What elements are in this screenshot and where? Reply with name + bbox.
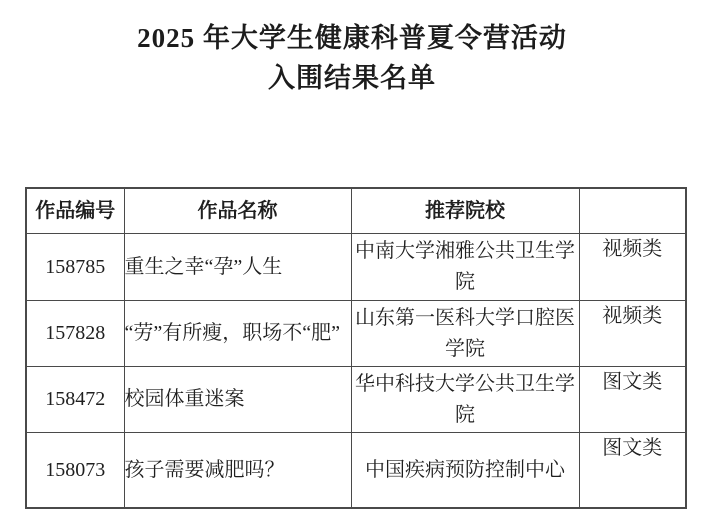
- table-row: [26, 367, 686, 433]
- work-school: 中国疾病预防控制中心: [351, 433, 579, 509]
- work-category: 视频类: [579, 234, 686, 301]
- header-category: [579, 188, 686, 234]
- work-id: 157828: [26, 301, 124, 367]
- work-id: 158472: [26, 367, 124, 433]
- table-row: [26, 301, 686, 367]
- work-name: 孩子需要减肥吗？: [124, 433, 351, 509]
- table-row: [26, 433, 686, 509]
- work-school: 华中科技大学公共卫生学院: [351, 367, 579, 433]
- table-header-row: [26, 188, 686, 234]
- results-table: [25, 187, 687, 509]
- header-work-name: 作品名称: [124, 188, 351, 234]
- table-row: [26, 234, 686, 301]
- work-category: 图文类: [579, 433, 686, 509]
- document-title: [0, 0, 704, 98]
- work-name: “劳”有所瘦，职场不“肥”: [124, 301, 351, 367]
- document-title-line-1: 2025 年大学生健康科普夏令营活动: [137, 23, 567, 53]
- work-id: 158073: [26, 433, 124, 509]
- work-category: 图文类: [579, 367, 686, 433]
- work-name: 重生之幸“孕”人生: [124, 234, 351, 301]
- work-name: 校园体重迷案: [124, 367, 351, 433]
- work-category: 视频类: [579, 301, 686, 367]
- work-school: 中南大学湘雅公共卫生学院: [351, 234, 579, 301]
- work-id: 158785: [26, 234, 124, 301]
- header-work-id: 作品编号: [26, 188, 124, 234]
- header-school: 推荐院校: [351, 188, 579, 234]
- document-title-line-2: 入围结果名单: [268, 63, 436, 93]
- work-school: 山东第一医科大学口腔医学院: [351, 301, 579, 367]
